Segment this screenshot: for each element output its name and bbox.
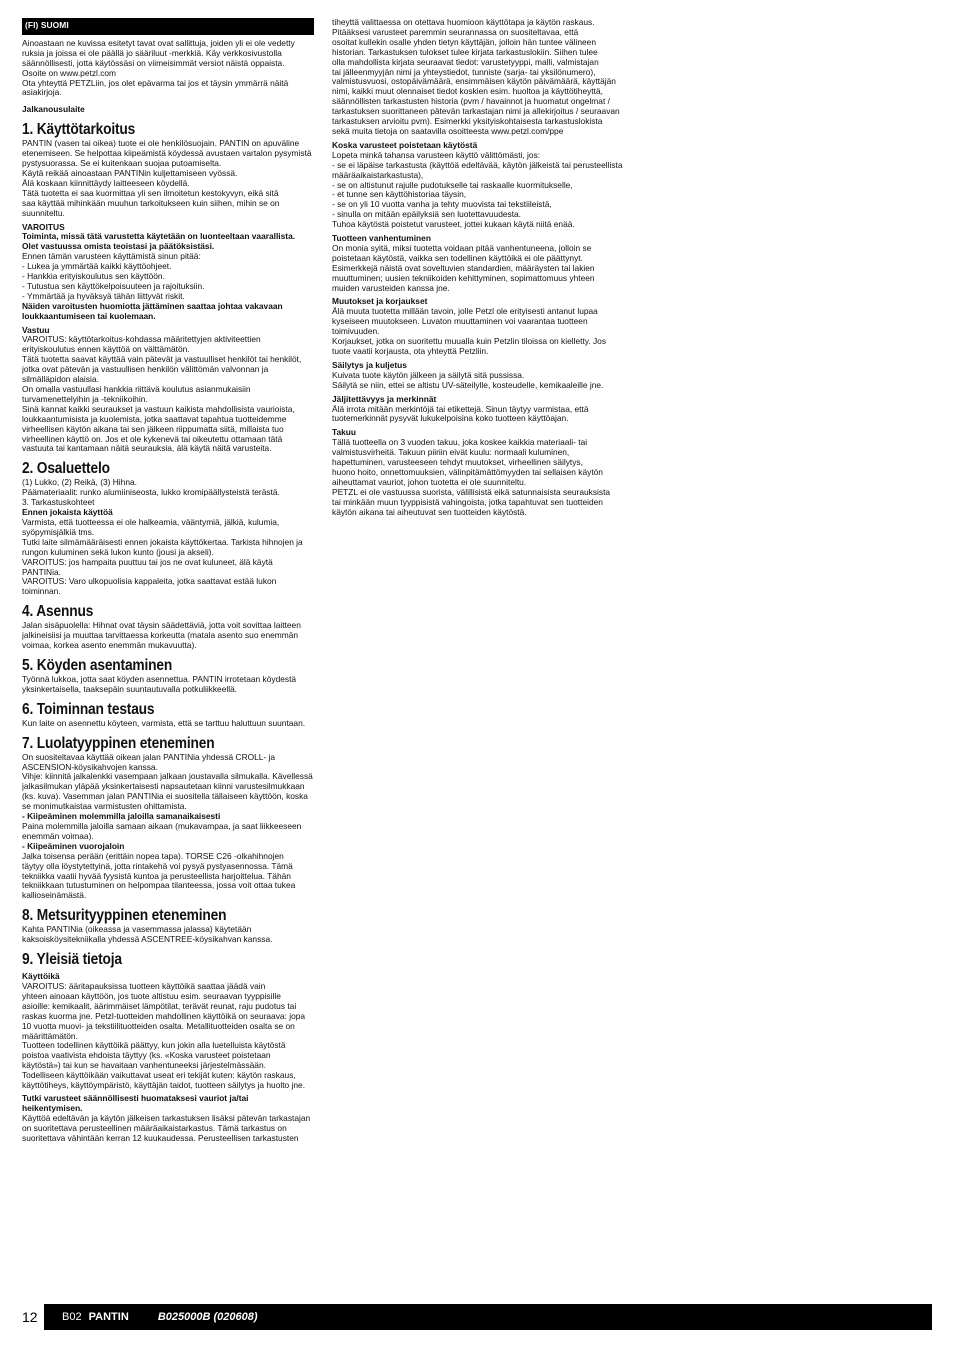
warranty-text: Tällä tuotteella on 3 vuoden takuu, joka koskee kaikkia materiaali- tai valmistusvirheitä. Takuun piiriin eivät kuulu: normaali kuluminen, hapettuminen, varusteeseen tehdyt muutokset, virheellinen säilytys, huono hoito, onnettomuuksien, välinpitämättömyyden tai sellaisen käytön aiheuttamat vauriot, johon tuotetta ei ole suunniteltu. PETZL ei ole vastuussa suorista, välillisistä eikä satunnaisista seurauksista tai minkään muun tyyppisistä vahingoista, jotka tapahtuvat sen tuotteiden käytön aikana tai aiheutuvat sen tuotteiden käytöstä. <box>332 437 611 517</box>
page-number: 12 <box>22 1309 38 1325</box>
responsibility-heading: Vastuu <box>22 324 50 335</box>
language-header: (FI) SUOMI <box>22 18 314 35</box>
nomenclature-text: (1) Lukko, (2) Reikä, (3) Hihna. Päämateriaalit: runko alumiiniseosta, lukko kromipäällysteistä terästä. 3. Tarkastuskohteet <box>22 477 280 508</box>
retirement-heading: Koska varusteet poistetaan käytöstä <box>332 139 478 150</box>
lifetime-heading: Käyttöikä <box>22 971 60 982</box>
section-title-general-info: 9. Yleisiä tietoja <box>22 951 122 969</box>
lifetime-text: VAROITUS: ääritapauksissa tuotteen käyttöikä saattaa jäädä vain yhteen ainoaan käyttöön, jos tuote altistuu esim. seuraavan tyyppisille asioille: kemikaalit, äärimmäiset lämpötilat, terävät reunat, raju pudotus tai raskas kuorma jne. Petzl-tuotteiden mahdollinen käyttöikä on seuraava: jopa 10 vuotta muovi- ja tekstiilituotteiden osalta. Metallituotteiden osalta se on määrittämätön. Tuotteen todellinen käyttöikä päättyy, kun jokin alla luetelluista käytöstä poistoa vaativista ehdoista täyttyy (ks. «Koska varusteet poistetaan käytöstä») tai kun se havaitaan vanhentuneeksi järjestelmässään. Todelliseen käyttöikään vaikuttavat useat eri tekijät kuten: käytön raskaus, käyttötiheys, käyttöympäristö, käyttäjän taidot, tuotteen säilytys ja huolto jne. <box>22 980 306 1091</box>
rope-install-text: Työnnä lukkoa, jotta saat köyden asennettua. PANTIN irrotetaan köydestä yksinkertaisella, taaksepäin suuntautuvalla potkuliikkeellä. <box>22 673 297 694</box>
footer-code: B02 <box>62 1311 82 1323</box>
modifications-heading: Muutokset ja korjaukset <box>332 296 428 307</box>
function-test-text: Kun laite on asennettu köyteen, varmista, että se tarttuu haluttuun suuntaan. <box>22 717 306 728</box>
intro-text: Ainoastaan ne kuvissa esitetyt tavat ovat sallittuja, joiden yli ei ole vedetty ruksia ja joissa ei ole päällä jo sääriluut -merkkiä. Käy verkkosivustolla säännöllisesti, jotta käytössäsi on viimeisimmät versiot näistä oppaista. Osoite on www.petzl.com Ota yhteyttä PETZLiin, jos olet epävarma tai jos et täysin ymmärrä näitä asiakirjoja. <box>22 37 295 98</box>
alternating-heading: - Kiipeäminen vuorojaloin <box>22 840 125 851</box>
warning-heading: VAROITUS <box>22 221 65 232</box>
obsolescence-text: On monia syitä, miksi tuotetta voidaan pitää vanhentuneena, jolloin se poistetaan käytöstä, vaikka sen todellinen käyttöikä ei ole päättynyt. Esimerkkejä näistä ovat soveltuvien standardien, määräysten tai lakien muuttuminen; uusien tekniikoiden kehittyminen, sopimattomuus yhteen muiden varusteiden kanssa jne. <box>332 242 595 293</box>
section-title-function-test: 6. Toiminnan testaus <box>22 700 155 718</box>
both-feet-heading: - Kiipeäminen molemmilla jaloilla samanaikaisesti <box>22 811 221 822</box>
inspection-text-continued: tiheyttä valittaessa on otettava huomioon käyttötapa ja käytön raskaus. Pitääksesi varusteet paremmin seurannassa on suositeltavaa, että osoitat kullekin osalle yhden tietyn käyttäjän, jolloin hän tuntee välineen historian. Tarkastuksen tulokset tulee kirjata tarkastuslokiin. Siihen tulee olla mahdollista kirjata seuraavat tiedot: varustetyyppi, malli, valmistajan tai jälleenmyyjän nimi ja yhteystiedot, tunniste (sarja- tai yksilönumero), valmistusvuosi, ostopäivämäärä, ensimmäisen käytön päivämäärä, käyttäjän nimi, kaikki muut olennaiset tiedot koskien esim. huoltoa ja käyttötiheyttä, säännöllisten tarkastusten historia (pvm / havainnot ja huomatut ongelmat / tarkastuksen suorittaneen pätevän tarkastajan nimi ja allekirjoitus / seuraavan tarkastuksen arvioitu pvm). Esimerkki yksityiskohtaisesta tarkastuslokista sekä muita tietoja on saatavilla osoitteesta www.petzl.com/ppe <box>332 18 620 136</box>
section-title-nomenclature: 2. Osaluettelo <box>22 460 110 478</box>
warning-bold-2: Näiden varoitusten huomiotta jättäminen saattaa johtaa vakavaan loukkaantumiseen tai kuolemaan. <box>22 300 283 321</box>
both-feet-text: Paina molemmilla jaloilla samaan aikaan (mukavampaa, ja saat liikkeeseen enemmän voimaa). <box>22 821 302 841</box>
page-footer <box>22 1304 932 1330</box>
purpose-text: PANTIN (vasen tai oikea) tuote ei ole henkilösuojain. PANTIN on apuväline etenemiseen. Se helpottaa kiipeämistä köydessä avustaen vartalon pysymistä pystysuorassa. Se ei kuitenkaan suojaa putoamiselta. Käytä reikää ainoastaan PANTINin kuljettamiseen vyössä. Älä koskaan kiinnittäydy laitteeseen köydellä. Tätä tuotetta ei saa kuormittaa yli sen ilmoitetun kestokyvyn, eikä sitä saa käyttää mihinkään muuhun tarkoitukseen kuin siihen, mihin se on suunniteltu. <box>22 138 312 218</box>
footer-product: PANTIN <box>88 1311 129 1323</box>
modifications-text: Älä muuta tuotetta millään tavoin, jolle Petzl ole erityisesti antanut lupaa kyseiseen muutokseen. Luvaton muuttaminen voi vaarantaa tuotteen toimivuuden. Korjaukset, jotka on suoritettu muualla kuin Petzlin tiloissa on kielletty. Jos tuote vaatii korjausta, ota yhteyttä Petzliin. <box>332 306 607 356</box>
installation-text: Jalan sisäpuolella: Hihnat ovat täysin säädettäviä, jotta voit sovittaa laitteen jalkineisiisi ja muuttaa tarvittaessa korkeutta (matala asento suo enemmän voimaa, korkea asento enemmän mukavuutta). <box>22 620 301 651</box>
alternating-text: Jalka toisensa perään (erittäin nopea tapa). TORSE C26 -olkahihnojen täytyy olla löystytettyinä, jotta rintakehä voi pysyä pystyasennossa. Tämä tekniikka vaatii hyvää fyysistä kuntoa ja perusteellista harjoittelua. Tähän tekniikkaan tutustuminen on helpompaa tilanteessa, jossa voit ottaa tukea kallioseinämästä. <box>22 850 296 901</box>
middle-column <box>332 18 624 618</box>
storage-heading: Säilytys ja kuljetus <box>332 359 407 370</box>
caving-text: On suositeltavaa käyttää oikean jalan PANTINia yhdessä CROLL- ja ASCENSION-köysikahvojen kanssa. Vihje: kiinnitä jalkalenkki vasempaan jalkaan joustavalla silmukalla. Kävellessä jalkasilmukan yläpää yksinkertaisesti napsautetaan kiinni varustesilmukkaan (ks. kuva). Vasemman jalan PANTINia ei suositella tällaiseen käyttöön, koska se monimutkaistaa varmistusten ohittamista. <box>22 751 313 812</box>
retirement-text: Lopeta minkä tahansa varusteen käyttö välittömästi, jos: - se ei läpäise tarkastusta (käyttöä edeltävää, käytön jälkeistä tai perusteellista määräaikaistarkastusta), - se on altistunut rajulle pudotukselle tai raskaalle kuormitukselle, - et tunne sen käyttöhistoriaa täysin, - se on yli 10 vuotta vanha ja tehty muovista tai tekstiileistä, - sinulla on mitään epäilyksiä sen luotettavuudesta. Tuhoa käytöstä poistetut varusteet, jottei kukaan käytä niitä enää. <box>332 149 623 230</box>
footer-bar <box>44 1304 932 1330</box>
section-title-caving: 7. Luolatyyppinen eteneminen <box>22 734 215 752</box>
inspection-heading: Tutki varusteet säännöllisesti huomataksesi vauriot ja/tai heikentymisen. <box>22 1092 249 1113</box>
section-title-installation: 4. Asennus <box>22 603 94 621</box>
left-column <box>22 18 314 1296</box>
before-use-heading: Ennen jokaista käyttöä <box>22 507 113 518</box>
obsolescence-heading: Tuotteen vanhentuminen <box>332 233 431 244</box>
traceability-text: Älä irrota mitään merkintöjä tai etikettejä. Sinun täytyy varmistaa, että tuotemerkinnät pysyvät lukukelpoisina koko tuotteen käyttöajan. <box>332 403 589 424</box>
section-title-arborist: 8. Metsurityyppinen eteneminen <box>22 907 227 925</box>
warranty-heading: Takuu <box>332 427 357 438</box>
warning-bold: Toiminta, missä tätä varustetta käytetään on luonteeltaan vaarallista. Olet vastuussa omista teoistasi ja päätöksistäsi. <box>22 231 296 252</box>
product-type: Jalkanousulaite <box>22 104 85 115</box>
before-use-text: Varmista, että tuotteessa ei ole halkeamia, vääntymiä, jälkiä, kulumia, syöpymisjälkiä tms. Tutki laite silmämääräisesti ennen jokaista käyttökertaa. Tarkista hihnojen ja rungon kuluminen sekä lukon kunto (jousi ja akseli). VAROITUS: jos hampaita puuttuu tai jos ne ovat kuluneet, älä käytä PANTINia. VAROITUS: Varo ulkopuolisia kappaleita, jotka saattavat estää lukon toiminnan. <box>22 516 303 597</box>
section-title-purpose: 1. Käyttötarkoitus <box>22 121 136 139</box>
warning-text: Ennen tämän varusteen käyttämistä sinun pitää: - Lukea ja ymmärtää kaikki käyttöohjeet. - Hankkia erityiskoulutus sen käyttöön. - Tutustua sen käyttökelpoisuuteen ja rajoituksiin. - Ymmärtää ja hyväksyä tähän liittyvät riskit. <box>22 251 205 301</box>
responsibility-text: VAROITUS: käyttötarkoitus-kohdassa määritettyjen aktiviteettien erityiskoulutus ennen käyttöä on välttämätön. Tätä tuotetta saavat käyttää vain pätevät ja vastuulliset henkilöt tai henkilöt, jotka ovat pätevän ja vastuullisen henkilön välittömän valvonnan ja silmälläpidon alaisia. On omalla vastuullasi hankkia riittävä koulutus asianmukaisiin turvamenettelyihin ja -tekniikoihin. Sinä kannat kaikki seuraukset ja vastuun kaikista mahdollisista vaurioista, loukkaantumisista ja kuolemista, jotka saattavat tapahtua tuotteidemme virheellisen käytön aikana tai sen jälkeen riippumatta siitä, millaista tuo virheellinen käyttö on. Jos et ole kykenevä tai oikeutettu ottamaan tätä vastuuta tai kantamaan näitä seurauksia, älä käytä näitä varusteita. <box>22 334 302 454</box>
storage-text: Kuivata tuote käytön jälkeen ja säilytä sitä pussissa. Säilytä se niin, ettei se altistu UV-säteilylle, kosteudelle, kemikaaleille jne. <box>332 369 604 390</box>
inspection-text: Käyttöä edeltävän ja käytön jälkeisen tarkastuksen lisäksi pätevän tarkastajan on suoritettava perusteellinen määräaikaistarkastus. Tämä tarkastus on suoritettava vähintään kerran 12 kuukaudessa. Perusteellisen tarkastusten <box>22 1112 311 1143</box>
section-title-rope-install: 5. Köyden asentaminen <box>22 656 173 674</box>
traceability-heading: Jäljitettävyys ja merkinnät <box>332 393 437 404</box>
footer-reference: B025000B (020608) <box>157 1311 258 1323</box>
arborist-text: Kahta PANTINia (oikeassa ja vasemmassa jalassa) käytetään kaksoisköysitekniikalla yhdessä ASCENTREE-köysikahvan kanssa. <box>22 924 273 945</box>
